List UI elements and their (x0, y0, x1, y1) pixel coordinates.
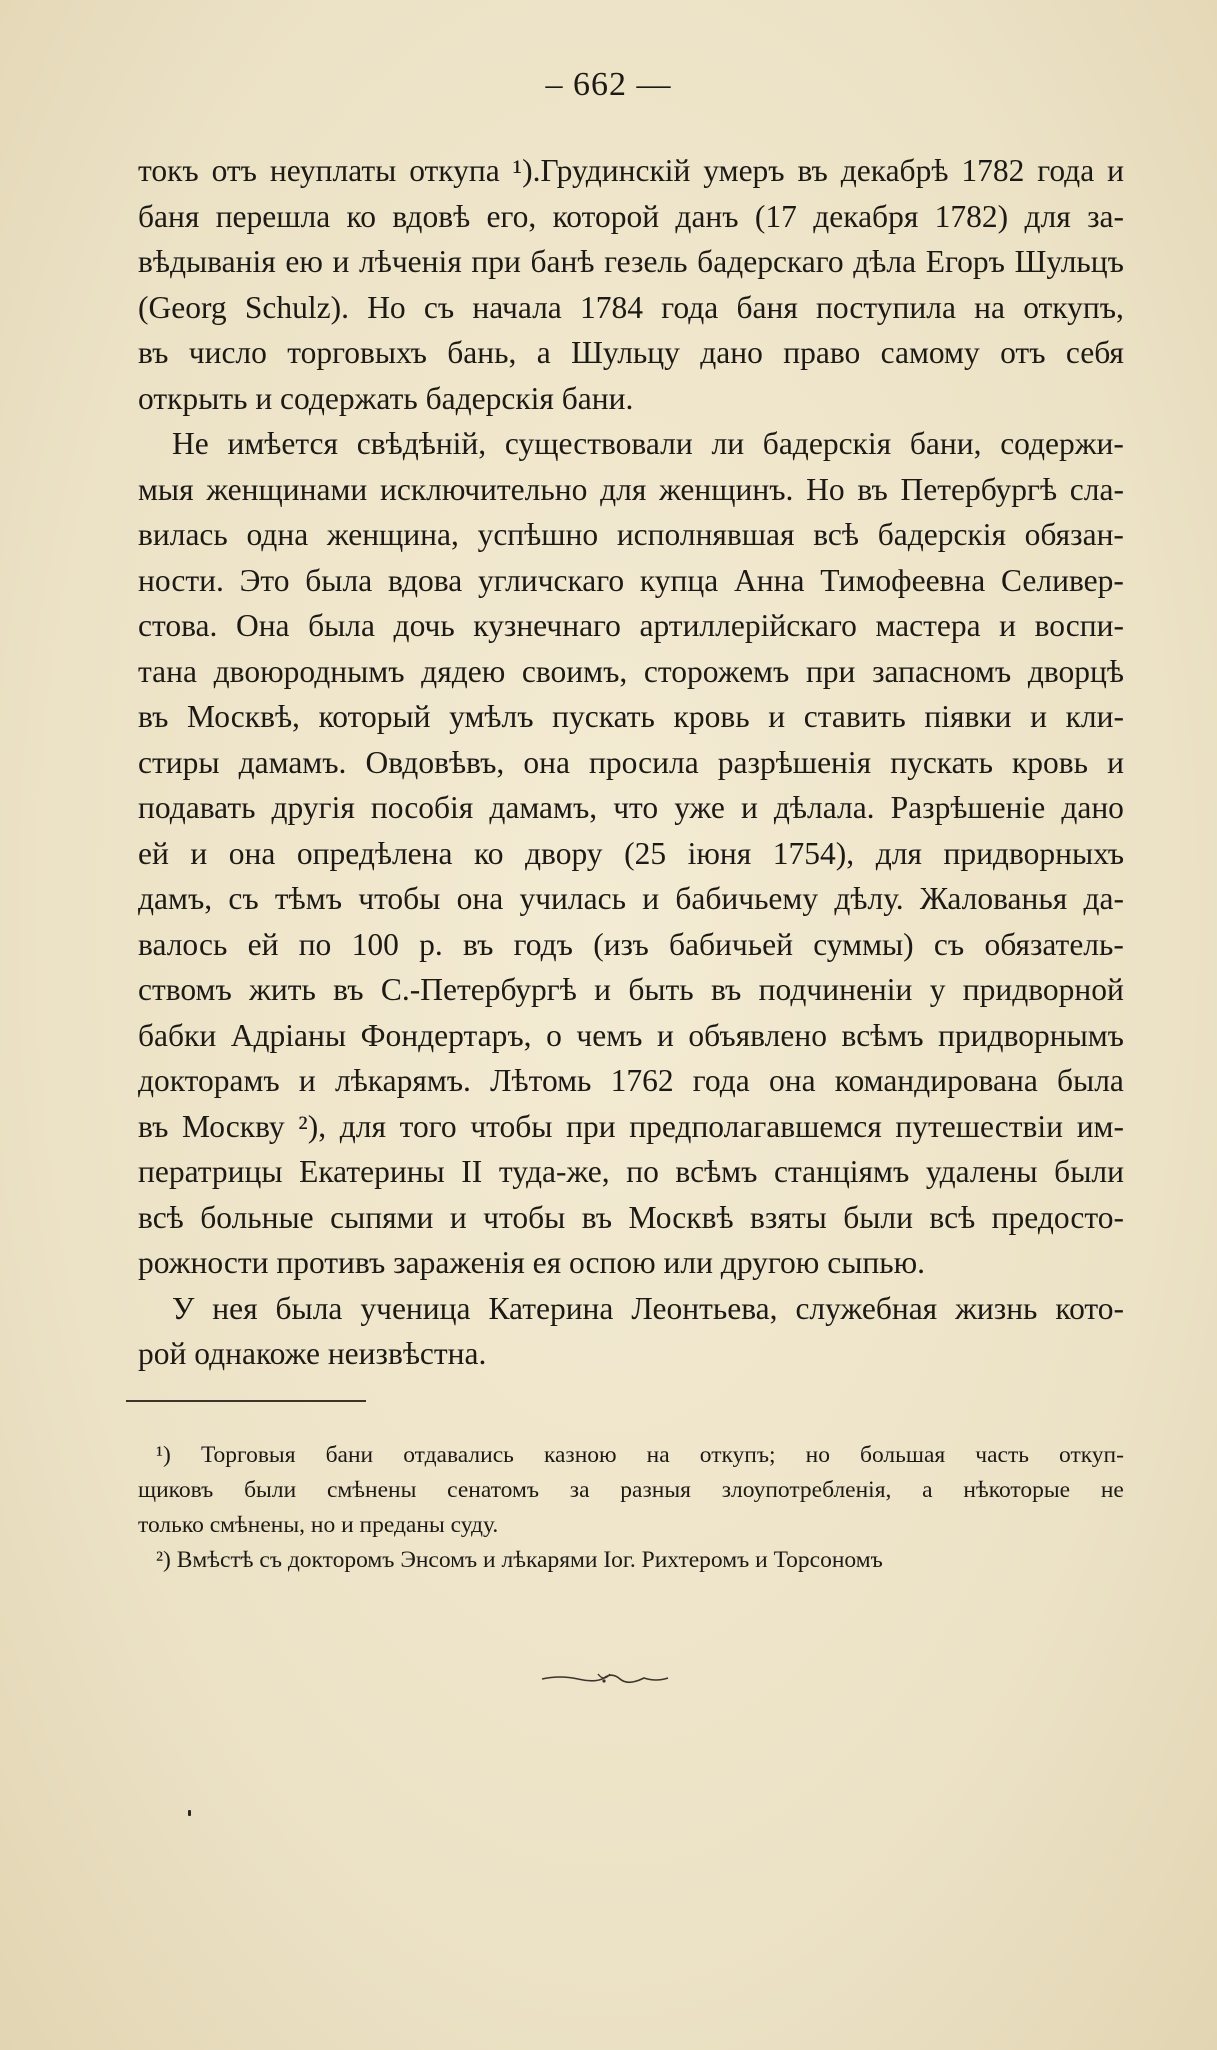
text-line: подавать другія пособія дамамъ, что уже и дѣлала. Разрѣшеніе дано (138, 790, 1124, 825)
text-line: ператрицы Екатерины II туда-же, по всѣмъ станціямъ удалены были (138, 1154, 1124, 1189)
footnote-line: ²) Вмѣстѣ съ докторомъ Энсомъ и лѣкарями Іог. Рихтеромъ и Торсономъ (156, 1547, 883, 1573)
text-line: дамъ, съ тѣмъ чтобы она училась и бабичьему дѣлу. Жалованья да- (138, 881, 1124, 916)
text-line: рой однакоже неизвѣстна. (138, 1336, 487, 1371)
text-line: вилась одна женщина, успѣшно исполнявшая всѣ бадерскія обязан- (138, 517, 1124, 552)
text-line: стова. Она была дочь кузнечнаго артиллерійскаго мастера и воспи- (138, 608, 1124, 643)
text-line: въ Москву ²), для того чтобы при предполагавшемся путешествіи им- (138, 1108, 1124, 1144)
print-speck (188, 1810, 191, 1816)
page-number: – 662 — (545, 66, 672, 103)
text-line: рожности противъ зараженія ея оспою или другою сыпью. (138, 1245, 925, 1280)
text-line: мыя женщинами исключительно для женщинъ. Но въ Петербургѣ сла- (138, 471, 1124, 507)
text-line: баня перешла ко вдовѣ его, которой данъ (17 декабря 1782) для за- (138, 198, 1124, 234)
text-line: открыть и содержать бадерскія бани. (138, 380, 634, 416)
text-line: токъ отъ неуплаты откупа ¹).Грудинскій умеръ въ декабрѣ 1782 года и (138, 153, 1124, 188)
text-line: тана двоюроднымъ дядею своимъ, сторожемъ при запасномъ дворцѣ (138, 653, 1124, 689)
text-line: ности. Это была вдова угличскаго купца Анна Тимофеевна Селивер- (138, 562, 1124, 598)
text-line: всѣ больные сыпями и чтобы въ Москвѣ взяты были всѣ предосто- (138, 1199, 1124, 1235)
text-line: ей и она опредѣлена ко двору (25 іюня 1754), для придворныхъ (138, 835, 1124, 871)
text-line: валось ей по 100 р. въ годъ (изъ бабичьей суммы) съ обязатель- (138, 926, 1124, 962)
footnote-divider (126, 1400, 366, 1402)
text-line: Не имѣется свѣдѣній, существовали ли бадерскія бани, содержи- (172, 426, 1124, 461)
body-text (138, 148, 1124, 1377)
text-line: У нея была ученица Катерина Леонтьева, служебная жизнь кото- (172, 1290, 1124, 1326)
text-line: стиры дамамъ. Овдовѣвъ, она просила разрѣшенія пускать кровь и (138, 744, 1124, 780)
footnotes (138, 1438, 1124, 1578)
footnote-line: только смѣнены, но и преданы суду. (138, 1512, 499, 1538)
text-line: вѣдыванія ею и лѣченія при банѣ гезель бадерскаго дѣла Егоръ Шульцъ (138, 244, 1124, 279)
text-line: ствомъ жить въ С.-Петербургѣ и быть въ подчиненіи у придворной (138, 972, 1124, 1007)
text-line: докторамъ и лѣкарямъ. Лѣтомь 1762 года она командирована была (138, 1063, 1124, 1098)
footnote-line: щиковъ были смѣнены сенатомъ за разныя злоупотребленія, а нѣкоторые не (138, 1477, 1124, 1503)
text-line: (Georg Schulz). Но съ начала 1784 года баня поступила на откупъ, (138, 289, 1124, 325)
text-line: бабки Адріаны Фондертаръ, о чемъ и объявлено всѣмъ придворнымъ (138, 1017, 1124, 1053)
footnote-line: ¹) Торговыя бани отдавались казною на откупъ; но большая часть откуп- (156, 1442, 1124, 1468)
text-line: въ Москвѣ, который умѣлъ пускать кровь и ставить піявки и кли- (138, 699, 1124, 734)
end-ornament-icon (540, 1670, 670, 1686)
text-line: въ число торговыхъ бань, а Шульцу дано право самому отъ себя (138, 335, 1124, 370)
